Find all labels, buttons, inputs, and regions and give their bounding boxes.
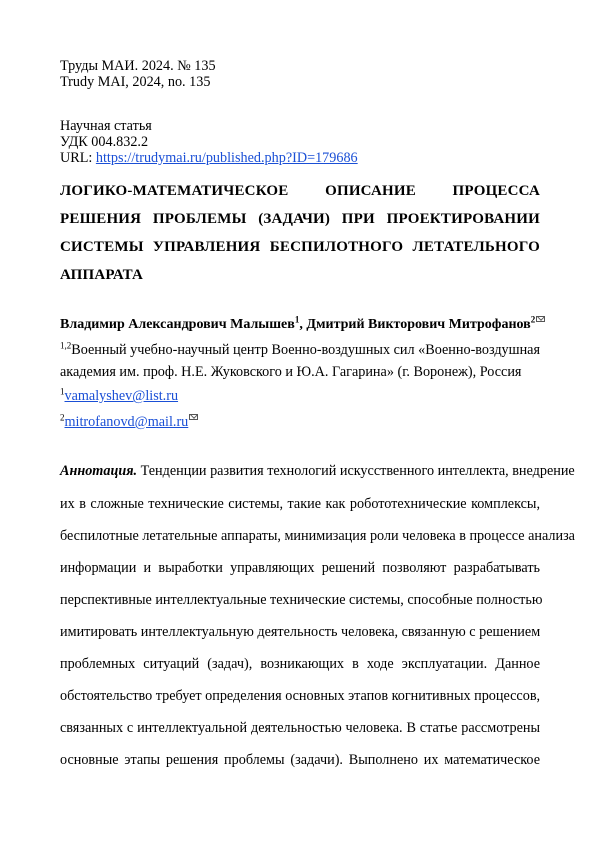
abstract-label: Аннотация. [60,463,138,479]
abstract-first-text: Тенденции развития технологий искусственного интеллекта, внедрение [137,463,575,479]
envelope-icon [189,414,198,420]
title-line-3: СИСТЕМЫ УПРАВЛЕНИЯ БЕСПИЛОТНОГО ЛЕТАТЕЛЬНОГО [60,239,540,255]
email-1-link[interactable]: vamalyshev@list.ru [64,388,179,404]
email-2-link[interactable]: mitrofanovd@mail.ru [64,414,189,430]
affiliation-text-1: Военный учебно-научный центр Военно-воздушных сил «Военно-воздушная [71,342,540,358]
email-1-line [60,388,178,404]
affiliation-line-2: академия им. проф. Н.Е. Жуковского и Ю.А. Гагарина» (г. Воронеж), Россия [60,364,522,380]
abstract-line: информации и выработки управляющих решений позволяют разрабатывать [60,560,540,576]
author-1-sup: 1 [294,314,300,325]
authors-line [60,316,545,333]
abstract-line: связанных с интеллектуальной деятельностью человека. В статье рассмотрены [60,720,540,736]
abstract-line-1 [60,463,575,479]
authors-separator: , [299,317,307,332]
journal-header-ru: Труды МАИ. 2024. № 135 [60,58,216,74]
abstract-line: проблемных ситуаций (задач), возникающих в ходе эксплуатации. Данное [60,656,540,672]
article-url-line [60,150,358,166]
title-line-1: ЛОГИКО-МАТЕМАТИЧЕСКОЕ ОПИСАНИЕ ПРОЦЕССА [60,183,540,199]
abstract-line: имитировать интеллектуальную деятельность человека, связанную с решением [60,624,541,640]
journal-header-en: Trudy MAI, 2024, no. 135 [60,74,211,90]
affiliation-sup: 1,2 [60,340,72,351]
author-1-name: Владимир Александрович Малышев [60,317,295,332]
author-2-sup: 2 [530,314,536,325]
email-2-sup: 2 [60,412,65,423]
envelope-icon [536,316,545,322]
email-2-line [60,414,198,430]
article-url-link[interactable]: https://trudymai.ru/published.php?ID=179686 [95,150,358,166]
title-line-4: АППАРАТА [60,267,144,283]
abstract-line: беспилотные летательные аппараты, минимизация роли человека в процессе анализа [60,528,575,544]
author-2-name: Дмитрий Викторович Митрофанов [306,317,531,332]
abstract-line: перспективные интеллектуальные технические системы, способные полностью [60,592,543,608]
email-1-sup: 1 [60,386,65,397]
affiliation-line-1 [60,342,540,358]
title-line-2: РЕШЕНИЯ ПРОБЛЕМЫ (ЗАДАЧИ) ПРИ ПРОЕКТИРОВАНИИ [60,211,540,227]
udk-code: УДК 004.832.2 [60,134,149,150]
url-label: URL: [60,150,96,166]
abstract-line: основные этапы решения проблемы (задачи). Выполнено их математическое [60,752,540,768]
abstract-line: их в сложные технические системы, такие как робототехнические комплексы, [60,496,540,512]
article-type: Научная статья [60,118,152,134]
abstract-line: обстоятельство требует определения основных этапов когнитивных процессов, [60,688,541,704]
